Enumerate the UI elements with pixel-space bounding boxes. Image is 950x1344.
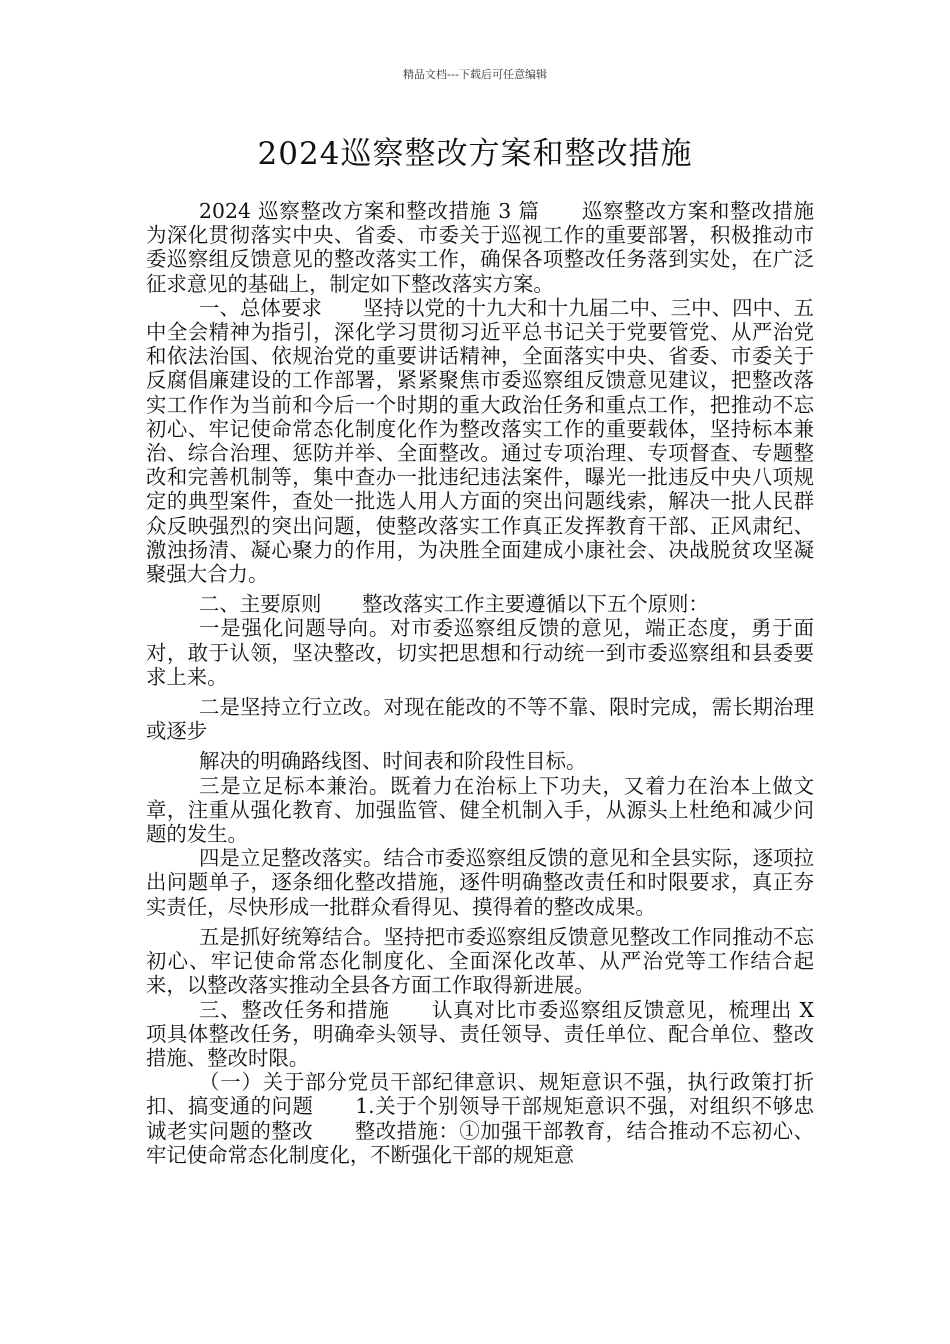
- paragraph-intro: 2024 巡察整改方案和整改措施 3 篇 巡察整改方案和整改措施 为深化贯彻落实中央、省委、市委关于巡视工作的重要部署，积极推动市委巡察组反馈意见的整改落实工作，确保各项整改任务落到实处，在广泛征求意见的基础上，制定如下整改落实方案。: [146, 199, 855, 296]
- paragraph-principle-1: 一是强化问题导向。对市委巡察组反馈的意见，端正态度，勇于面对，敢于认领，坚决整改，切实把思想和行动统一到市委巡察组和县委要求上来。: [146, 616, 814, 689]
- page-header: 精品文档---下载后可任意编辑: [403, 68, 547, 81]
- paragraph-item-1: （一）关于部分党员干部纪律意识、规矩意识不强，执行政策打折扣、搞变通的问题 1.关于个别领导干部规矩意识不强，对组织不够忠诚老实问题的整改 整改措施：①加强干部教育，结合推动不忘初心、牢记使命常态化制度化，不断强化干部的规矩意: [146, 1070, 814, 1167]
- paragraph-principle-2-cont: 解决的明确路线图、时间表和阶段性目标。: [199, 749, 587, 774]
- paragraph-general-requirements: 一、总体要求 坚持以党的十九大和十九届二中、三中、四中、五中全会精神为指引，深化学习贯彻习近平总书记关于党要管党、从严治党和依法治国、依规治党的重要讲话精神，全面落实中央、省委、市委关于反腐倡廉建设的工作部署，紧紧聚焦市委巡察组反馈意见建议，把整改落实工作作为当前和今后一个时期的重大政治任务和重点工作，把推动不忘初心、牢记使命常态化制度化作为整改落实工作的重要载体，坚持标本兼治、综合治理、惩防并举、全面整改。通过专项治理、专项督查、专题整改和完善机制等，集中查办一批违纪违法案件，曝光一批违反中央八项规定的典型案件，查处一批选人用人方面的突出问题线索，解决一批人民群众反映强烈的突出问题，使整改落实工作真正发挥教育干部、正风肃纪、激浊扬清、凝心聚力的作用，为决胜全面建成小康社会、决战脱贫攻坚凝聚强大合力。: [146, 295, 814, 587]
- paragraph-principle-5: 五是抓好统筹结合。坚持把市委巡察组反馈意见整改工作同推动不忘初心、牢记使命常态化制度化、全面深化改革、从严治党等工作结合起来，以整改落实推动全县各方面工作取得新进展。: [146, 924, 814, 998]
- paragraph-principle-2: 二是坚持立行立改。对现在能改的不等不靠、限时完成，需长期治理或逐步: [146, 695, 814, 744]
- paragraph-principle-4: 四是立足整改落实。结合市委巡察组反馈的意见和全县实际，逐项拉出问题单子，逐条细化整改措施，逐件明确整改责任和时限要求，真正夯实责任，尽快形成一批群众看得见、摸得着的整改成果。: [146, 846, 814, 919]
- document-body: [146, 199, 855, 1167]
- paragraph-principle-3: 三是立足标本兼治。既着力在治标上下功夫，又着力在治本上做文章，注重从强化教育、加强监管、健全机制入手，从源头上杜绝和减少问题的发生。: [146, 773, 814, 847]
- document-title: 2024巡察整改方案和整改措施: [257, 136, 693, 172]
- paragraph-tasks-measures: 三、整改任务和措施 认真对比市委巡察组反馈意见，梳理出 X 项具体整改任务，明确牵头领导、责任领导、责任单位、配合单位、整改措施、整改时限。: [146, 997, 814, 1070]
- paragraph-main-principles: 二、主要原则 整改落实工作主要遵循以下五个原则：: [199, 592, 709, 617]
